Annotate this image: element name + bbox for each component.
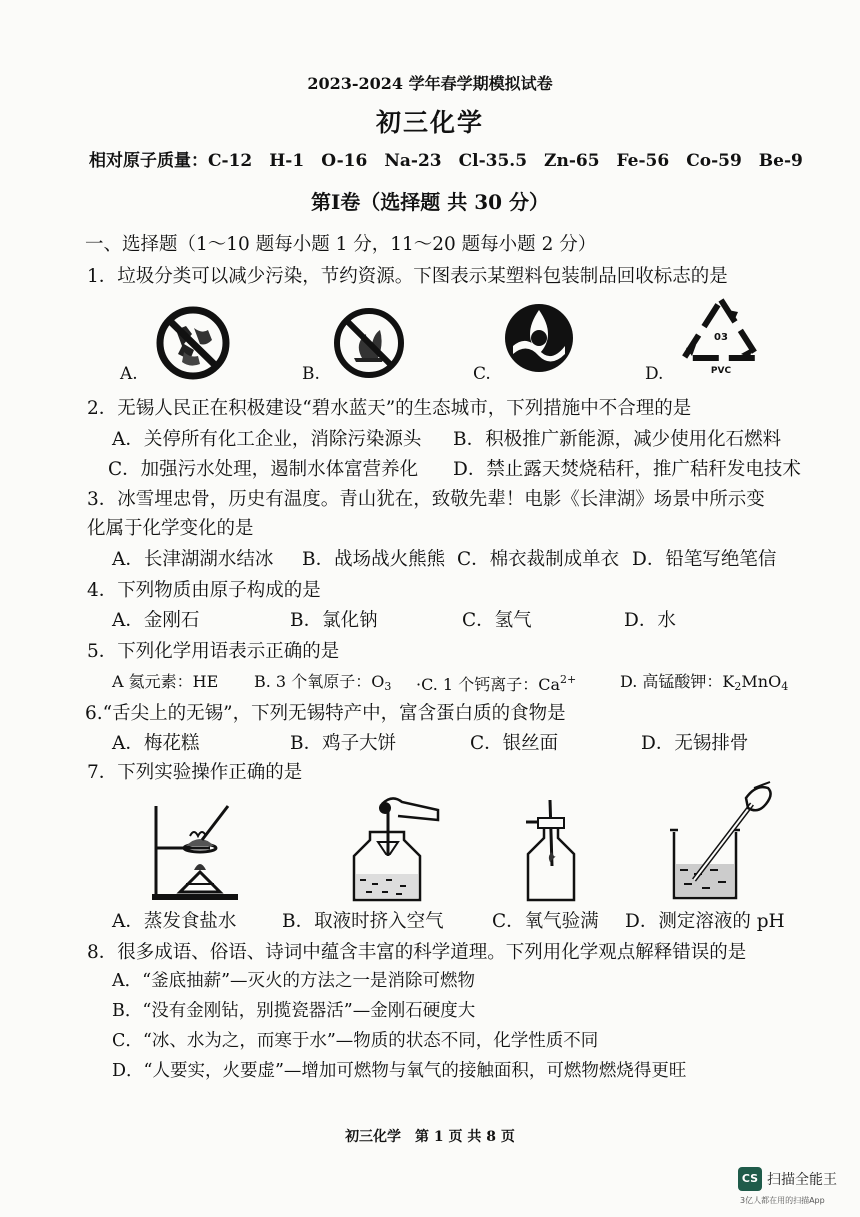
dropper-bottle-icon (352, 796, 442, 904)
scanner-tagline: 3亿人都在用的扫描App (740, 1196, 825, 1205)
atomic-masses: 相对原子质量：C-12 H-1 O-16 Na-23 Cl-35.5 Zn-65 Fe-56 Co-59 Be-9 (89, 151, 803, 171)
q6-option-c: C．银丝面 (470, 733, 559, 754)
q5-option-d-subscript-1: 2 (734, 680, 742, 693)
q5-option-d-subscript-2: 4 (781, 680, 789, 693)
question-6-stem: 6.“舌尖上的无锡”，下列无锡特产中，富含蛋白质的食物是 (85, 703, 566, 724)
q2-option-b: B．积极推广新能源，减少使用化石燃料 (453, 429, 782, 450)
q5-option-d-formula: MnO (741, 672, 782, 691)
q8-option-b: B．“没有金刚钻，别揽瓷器活”—金刚石硬度大 (112, 1001, 476, 1021)
q1-option-c-label: C. (473, 364, 491, 384)
q6-option-a: A．梅花糕 (112, 733, 200, 754)
q5-option-d (620, 674, 788, 692)
question-7-stem: 7．下列实验操作正确的是 (87, 762, 303, 783)
no-burning-icon (332, 306, 406, 380)
q1-option-d-label: D. (645, 364, 664, 384)
recycle-code-text: 03 (714, 332, 728, 343)
q7-option-d: D．测定溶液的 pH (625, 911, 785, 932)
q5-option-c-superscript: 2+ (559, 673, 577, 686)
q5-option-a: A 氦元素：HE (112, 672, 219, 691)
q2-option-c: C．加强污水处理，遏制水体富营养化 (108, 459, 419, 480)
scanner-app-name: 扫描全能王 (767, 1172, 837, 1188)
q4-option-a: A．金刚石 (112, 610, 200, 631)
question-2-stem: 2．无锡人民正在积极建设“碧水蓝天”的生态城市，下列措施中不合理的是 (87, 398, 692, 419)
q5-option-c-text: ·C. 1 个钙离子：Ca (416, 675, 560, 694)
question-3-stem-line2: 化属于化学变化的是 (87, 518, 254, 539)
page-title: 初三化学 (375, 108, 484, 137)
question-8-stem: 8．很多成语、俗语、诗词中蕴含丰富的科学道理。下列用化学观点解释错误的是 (87, 942, 747, 963)
scanner-watermark (738, 1165, 848, 1205)
part-heading: 一、选择题（1～10 题每小题 1 分，11～20 题每小题 2 分） (85, 234, 597, 255)
q1-option-b-label: B. (302, 364, 320, 384)
q1-option-a-label: A. (120, 364, 138, 384)
q3-option-b: B．战场战火熊熊 (302, 549, 446, 570)
q7-option-c: C．氧气验满 (492, 911, 599, 932)
q5-option-d-text: D. 高锰酸钾：K (620, 672, 735, 691)
question-1-stem: 1．垃圾分类可以减少污染，节约资源。下图表示某塑料包装制品回收标志的是 (87, 266, 728, 287)
page-footer: 初三化学 第 1 页 共 8 页 (345, 1129, 515, 1145)
water-saving-icon (503, 302, 575, 374)
oxygen-test-bottle-icon (522, 796, 586, 904)
question-4-stem: 4．下列物质由原子构成的是 (87, 580, 321, 601)
q8-option-d: D．“人要实，火要虚”—增加可燃物与氧气的接触面积，可燃物燃烧得更旺 (112, 1061, 687, 1081)
q7-option-a: A．蒸发食盐水 (112, 911, 237, 932)
question-5-stem: 5．下列化学用语表示正确的是 (87, 641, 340, 662)
q5-option-b-subscript: 3 (384, 680, 392, 693)
q6-option-d: D．无锡排骨 (641, 733, 749, 754)
exam-term: 2023-2024 学年春学期模拟试卷 (307, 74, 553, 93)
q2-option-a: A．关停所有化工企业，消除污染源头 (112, 429, 422, 450)
q5-option-c (416, 674, 576, 693)
q3-option-c: C．棉衣裁制成单衣 (457, 549, 620, 570)
q3-option-a: A．长津湖湖水结冰 (112, 549, 274, 570)
no-dumping-icon (154, 306, 232, 380)
section-title: 第Ⅰ卷（选择题 共 30 分） (310, 190, 550, 214)
q8-option-a: A．“釜底抽薪”—灭火的方法之一是消除可燃物 (112, 971, 476, 991)
q7-option-b: B．取液时挤入空气 (282, 911, 444, 932)
q6-option-b: B．鸡子大饼 (290, 733, 397, 754)
recycle-name-text: PVC (710, 366, 732, 376)
q3-option-d: D．铅笔写绝笔信 (632, 549, 777, 570)
question-3-stem-line1: 3．冰雪埋忠骨，历史有温度。青山犹在，致敬先辈！电影《长津湖》场景中所示变 (87, 489, 765, 510)
evaporation-apparatus-icon (150, 800, 240, 904)
q4-option-d: D．水 (624, 610, 676, 631)
q5-option-b (254, 674, 391, 692)
q4-option-c: C．氢气 (462, 610, 532, 631)
q8-option-c: C．“冰、水为之，而寒于水”—物质的状态不同，化学性质不同 (112, 1031, 599, 1051)
ph-test-beaker-icon (666, 780, 776, 904)
q5-option-b-text: B. 3 个氧原子：O (254, 672, 385, 691)
recycle-pvc-icon (678, 296, 764, 378)
q4-option-b: B．氯化钠 (290, 610, 378, 631)
q2-option-d: D．禁止露天焚烧秸秆，推广秸秆发电技术 (453, 459, 801, 480)
scanner-logo-icon: CS (738, 1167, 762, 1191)
